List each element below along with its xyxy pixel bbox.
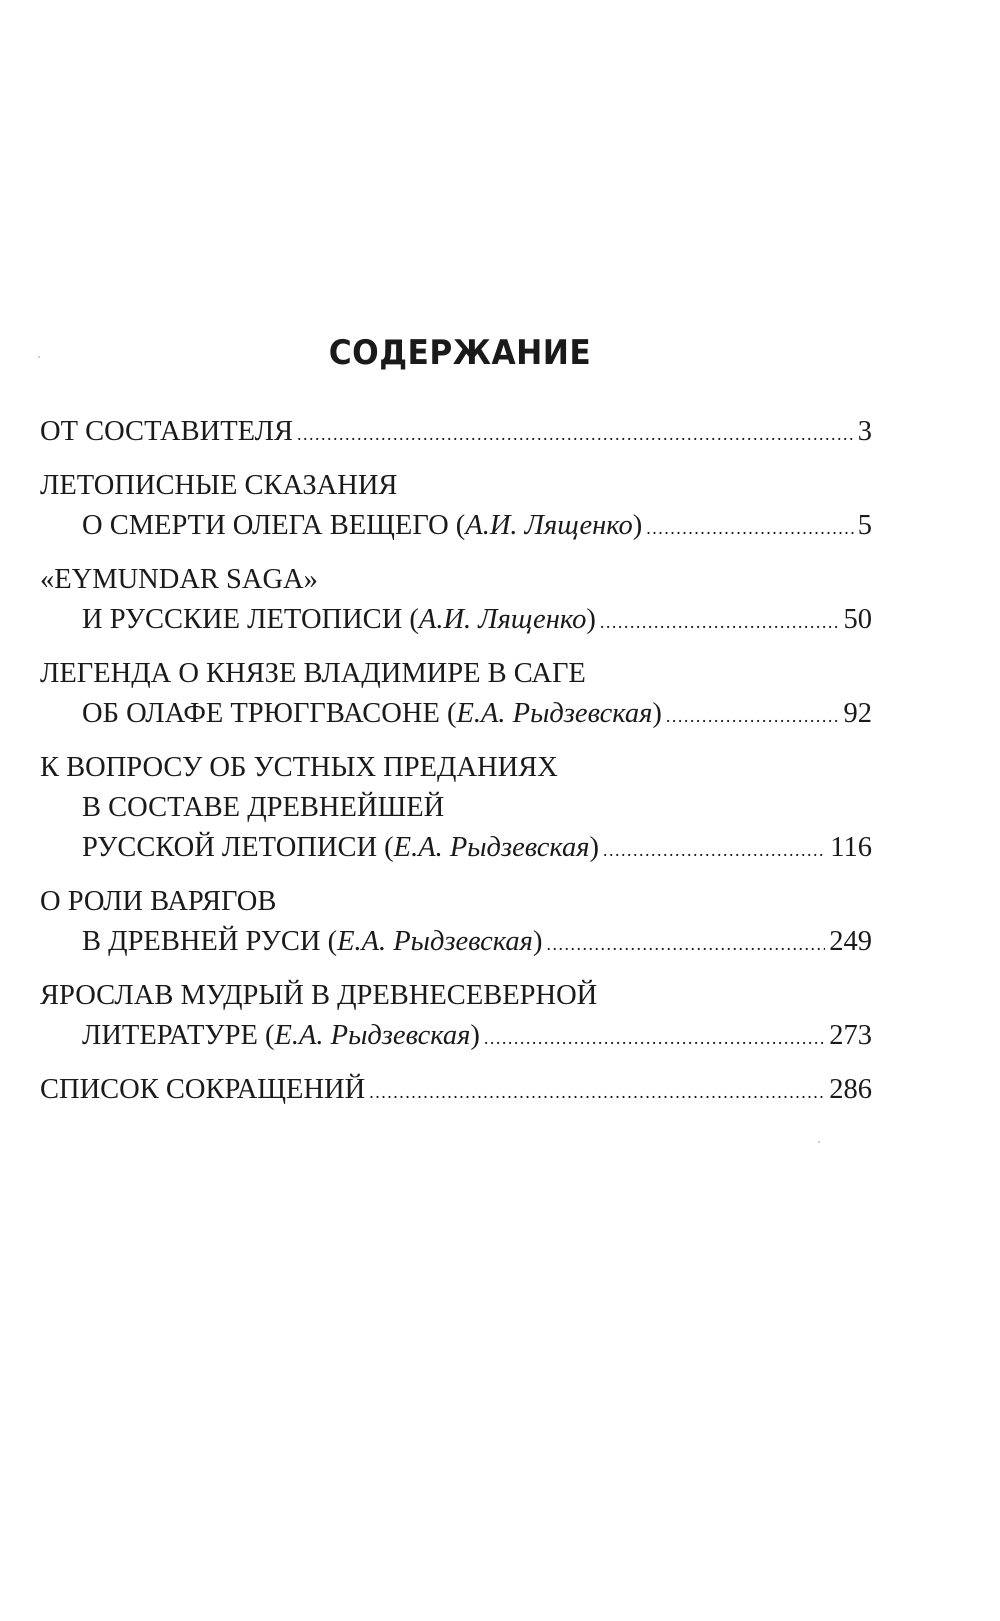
page-number: 273	[829, 1020, 872, 1051]
toc-title-text: К ВОПРОСУ ОБ УСТНЫХ ПРЕДАНИЯХ	[40, 752, 558, 783]
toc-line	[40, 466, 872, 506]
toc-line	[40, 748, 872, 788]
toc-closing-paren: )	[532, 926, 543, 957]
dot-leader	[546, 924, 825, 962]
toc-author: Е.А. Рыдзевская	[274, 1020, 471, 1051]
toc-line	[40, 882, 872, 922]
page-number: 116	[830, 832, 872, 863]
dot-leader	[646, 508, 854, 546]
toc-title-text: «EYMUNDAR SAGA»	[40, 564, 318, 595]
toc-closing-paren: )	[652, 698, 662, 729]
toc-title-text: ЛЕГЕНДА О КНЯЗЕ ВЛАДИМИРЕ В САГЕ	[40, 658, 586, 689]
toc-line-with-page	[40, 412, 872, 452]
toc-line-with-page	[40, 1016, 872, 1056]
toc-entry-title	[82, 506, 642, 546]
toc-entry[interactable]	[40, 882, 872, 962]
page-number: 3	[857, 416, 872, 447]
toc-closing-paren: )	[470, 1020, 480, 1051]
scan-speck	[38, 356, 40, 358]
toc-title-text: ЛЕТОПИСНЫЕ СКАЗАНИЯ	[40, 470, 398, 501]
toc-title-text: О СМЕРТИ ОЛЕГА ВЕЩЕГО (	[82, 510, 466, 541]
toc-entry[interactable]	[40, 654, 872, 734]
toc-closing-paren: )	[632, 510, 643, 541]
toc-entry-title	[82, 1016, 480, 1056]
toc-line	[40, 560, 872, 600]
toc-title-text: ЛИТЕРАТУРЕ (	[82, 1020, 275, 1051]
dot-leader	[600, 602, 840, 640]
toc-line-with-page	[40, 506, 872, 546]
page-number: 5	[857, 510, 872, 541]
scan-speck	[818, 1141, 820, 1143]
dot-leader	[666, 696, 840, 734]
toc-line-with-page	[40, 694, 872, 734]
page-number: 92	[843, 698, 872, 729]
toc-entry[interactable]	[40, 1070, 872, 1110]
table-of-contents	[40, 412, 872, 1124]
dot-leader	[484, 1018, 825, 1056]
toc-title-text: И РУССКИЕ ЛЕТОПИСИ (	[82, 604, 419, 635]
toc-line-with-page	[40, 828, 872, 868]
toc-title-text: О РОЛИ ВАРЯГОВ	[40, 886, 277, 917]
toc-line	[40, 788, 872, 828]
toc-line	[40, 976, 872, 1016]
toc-entry-title	[82, 922, 542, 962]
toc-author: А.И. Лященко	[418, 604, 587, 635]
toc-title-text: ЯРОСЛАВ МУДРЫЙ В ДРЕВНЕСЕВЕРНОЙ	[40, 980, 598, 1011]
toc-title-text: РУССКОЙ ЛЕТОПИСИ (	[82, 832, 394, 863]
toc-title-text: В СОСТАВЕ ДРЕВНЕЙШЕЙ	[82, 792, 445, 823]
toc-entry[interactable]	[40, 976, 872, 1056]
dot-leader	[369, 1072, 825, 1110]
toc-entry-title	[40, 412, 293, 452]
toc-entry[interactable]	[40, 560, 872, 640]
toc-line-with-page	[40, 1070, 872, 1110]
toc-author: Е.А. Рыдзевская	[456, 698, 653, 729]
toc-title-text: В ДРЕВНЕЙ РУСИ (	[82, 926, 338, 957]
toc-entry-title	[82, 600, 596, 640]
toc-title-text: ОБ ОЛАФЕ ТРЮГГВАСОНЕ (	[82, 698, 457, 729]
toc-entry[interactable]	[40, 412, 872, 452]
page-number: 249	[829, 926, 872, 957]
dot-leader	[603, 830, 826, 868]
page-number: 286	[829, 1074, 872, 1105]
toc-entry[interactable]	[40, 748, 872, 868]
toc-entry-title	[82, 694, 662, 734]
toc-closing-paren: )	[586, 604, 596, 635]
page-number: 50	[843, 604, 872, 635]
toc-author: А.И. Лященко	[465, 510, 633, 541]
toc-entry-title	[40, 1070, 365, 1110]
toc-author: Е.А. Рыдзевская	[337, 926, 533, 957]
toc-line-with-page	[40, 600, 872, 640]
toc-line-with-page	[40, 922, 872, 962]
toc-author: Е.А. Рыдзевская	[393, 832, 590, 863]
toc-closing-paren: )	[589, 832, 600, 863]
toc-entry-title	[82, 828, 599, 868]
toc-line	[40, 654, 872, 694]
dot-leader	[297, 414, 854, 452]
toc-title-text: СПИСОК СОКРАЩЕНИЙ	[40, 1074, 366, 1105]
page-title: СОДЕРЖАНИЕ	[328, 333, 592, 373]
toc-entry[interactable]	[40, 466, 872, 546]
toc-title-text: ОТ СОСТАВИТЕЛЯ	[40, 416, 294, 447]
